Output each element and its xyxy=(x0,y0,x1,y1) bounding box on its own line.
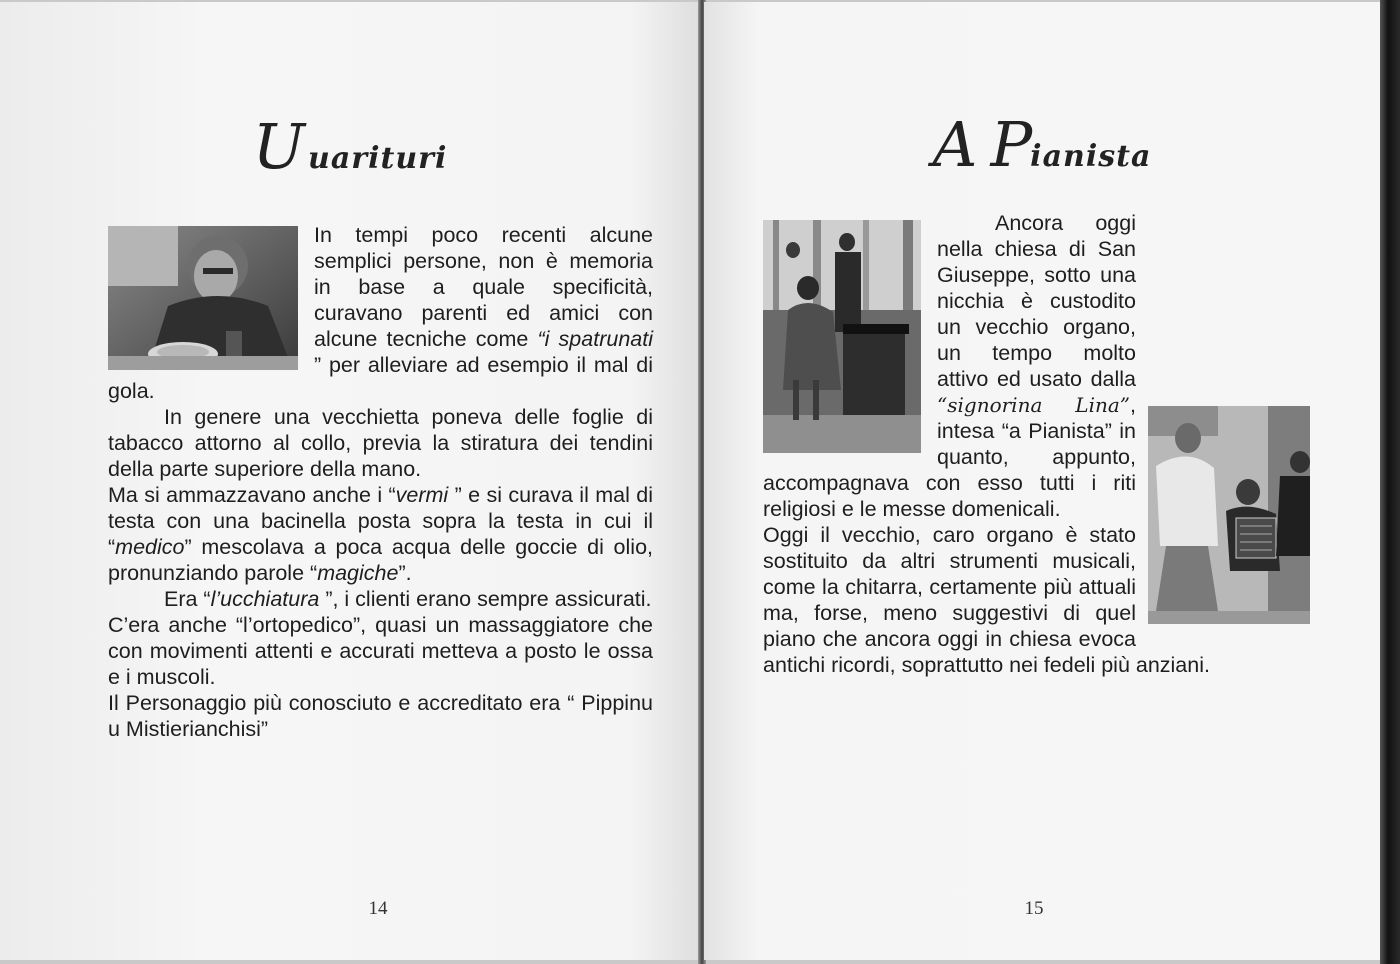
photo-accordion-players xyxy=(1148,406,1310,624)
text-segment: Il Personaggio più conosciuto e accreditato era “ Pippinu u Mistierianchisi” xyxy=(108,691,653,741)
book-edge xyxy=(1380,0,1400,964)
left-page-paragraph xyxy=(108,690,653,742)
text-segment: C’era anche “l’ortopedico”, quasi un massaggiatore che con movimenti attenti e accurati metteva a posto le ossa e i muscoli. xyxy=(108,613,653,689)
left-page-number: 14 xyxy=(368,898,388,919)
text-segment: Oggi il vecchio, caro organo è stato sostituito da altri strumenti musicali, come la chitarra, certamente più attuali ma, forse, meno suggestivi di quel piano che ancora oggi in chiesa evoca antichi ricordi, soprattutto nei fedeli più anziani. xyxy=(763,523,1210,677)
text-segment: magiche xyxy=(317,561,399,585)
left-page-paragraph xyxy=(108,482,653,586)
right-body-text xyxy=(763,210,1310,678)
left-page-paragraph xyxy=(108,404,653,482)
text-segment: Ma si ammazzavano anche i “ xyxy=(108,483,396,507)
text-segment: In tempi poco recenti alcune semplici persone, non è memoria in base a quale specificità, curavano parenti ed amici con alcune tecniche come xyxy=(314,223,653,351)
text-segment: ”, i clienti erano sempre assicurati. xyxy=(319,587,652,611)
right-title-rest: ianista xyxy=(1030,139,1152,174)
left-page-paragraph xyxy=(108,612,653,690)
right-page-number: 15 xyxy=(1024,898,1044,919)
left-body-text xyxy=(108,222,653,742)
text-segment: medico xyxy=(115,535,185,559)
photo-organ-player xyxy=(763,220,921,453)
photo-old-woman xyxy=(108,226,298,370)
left-page-paragraph xyxy=(108,586,653,612)
text-segment: In genere una vecchietta poneva delle foglie di tabacco attorno al collo, previa la stiratura dei tendini della parte superiore della mano. xyxy=(108,405,653,481)
photo-organ-player-image xyxy=(763,220,921,453)
text-segment: ”. xyxy=(398,561,412,585)
left-page-title xyxy=(0,110,700,183)
text-segment: ” per alleviare ad esempio il mal di gola. xyxy=(108,353,653,403)
right-title-initial-2: P xyxy=(990,108,1031,181)
text-segment: l’ucchiatura xyxy=(210,587,320,611)
text-segment: , intesa “a Pianista” in quanto, appunto, accompagnava con esso tutti i riti religiosi e le messe domenicali. xyxy=(763,393,1136,521)
text-segment: “signorina Lina” xyxy=(937,393,1131,417)
text-segment: Ancora oggi nella chiesa di San Giuseppe, sotto una nicchia è custodito un vecchio organo, un tempo molto attivo ed usato dalla xyxy=(937,211,1136,391)
text-segment: Era “ xyxy=(164,587,211,611)
photo-old-woman-image xyxy=(108,226,298,370)
left-title-initial: U xyxy=(252,110,303,183)
left-title-rest: uarituri xyxy=(308,141,448,176)
text-segment: ” mescolava a poca acqua delle goccie di olio, pronunziando parole “ xyxy=(108,535,653,585)
photo-accordion-players-image xyxy=(1148,406,1310,624)
right-page-title xyxy=(704,108,1380,181)
text-segment: “i spatrunati xyxy=(537,327,653,351)
text-segment: ” e si curava il mal di testa con una bacinella posta sopra la testa in cui il “ xyxy=(108,483,653,559)
text-segment: vermi xyxy=(395,483,449,507)
right-title-initial: A xyxy=(932,108,976,181)
